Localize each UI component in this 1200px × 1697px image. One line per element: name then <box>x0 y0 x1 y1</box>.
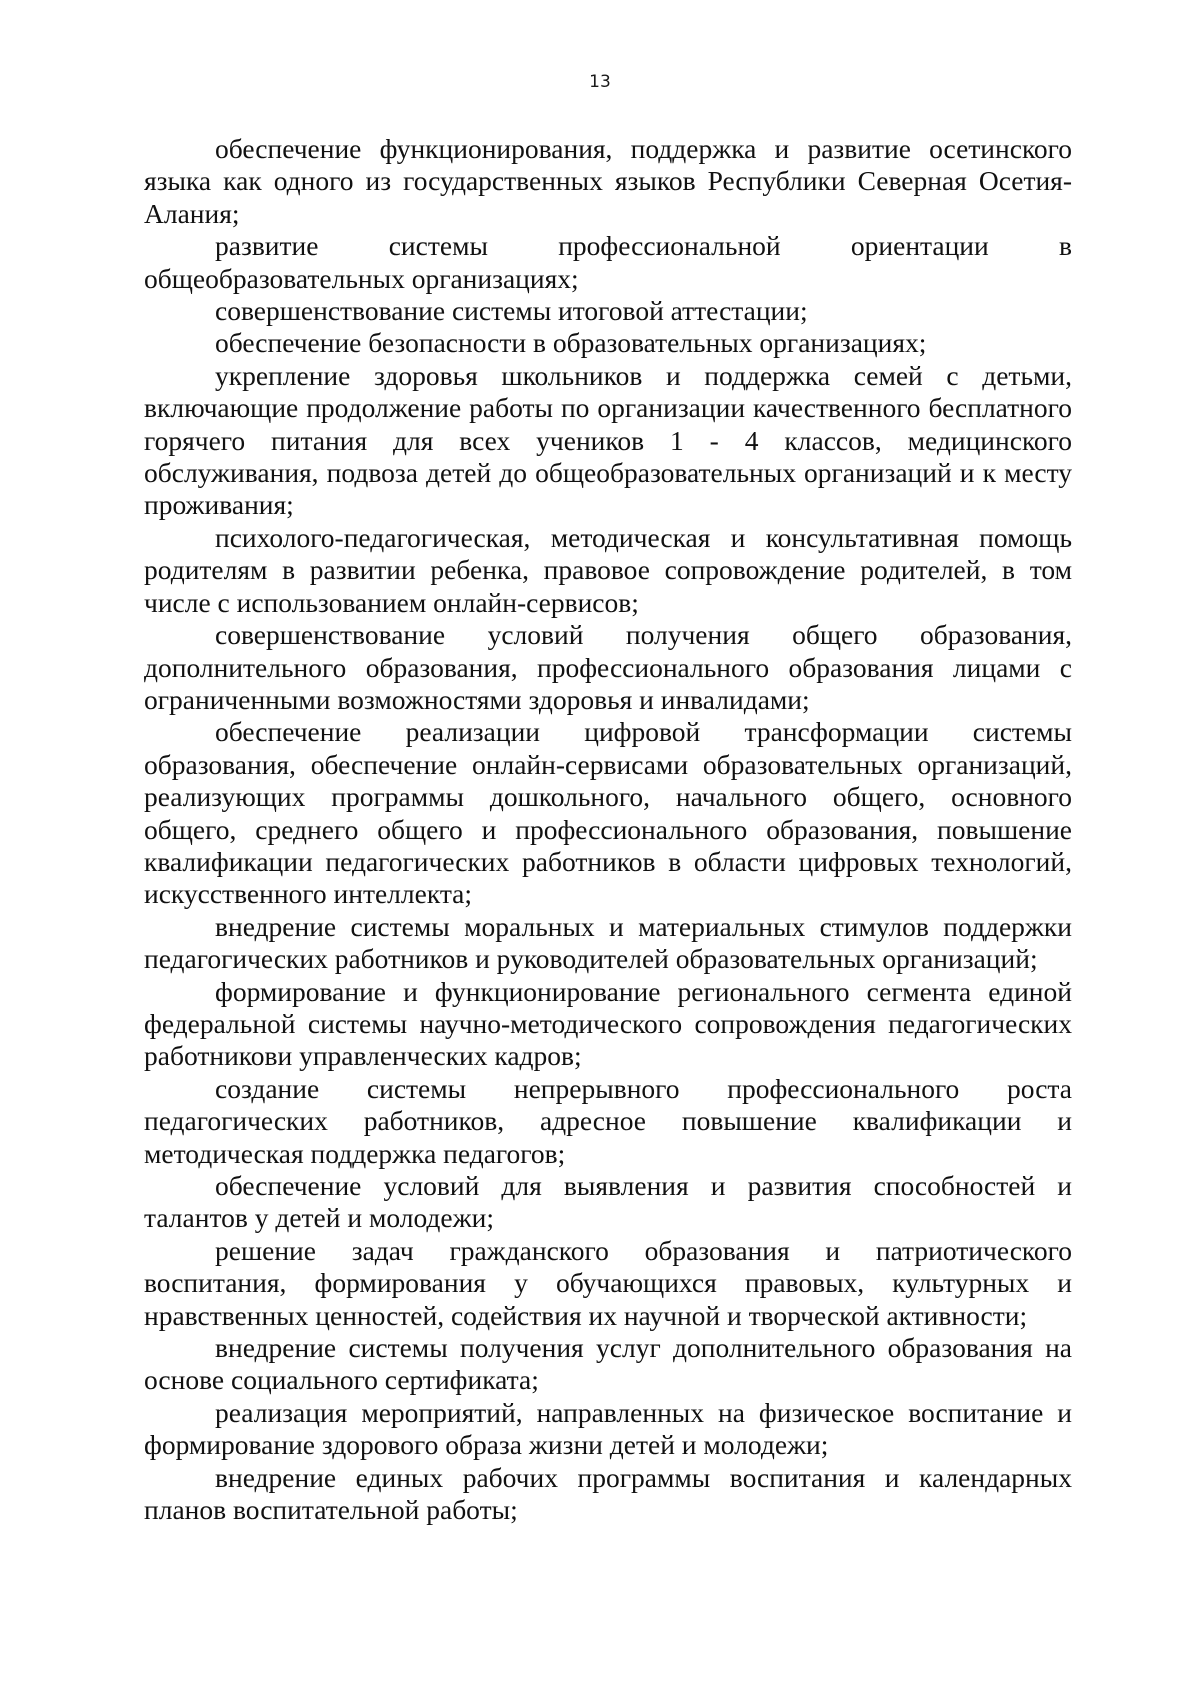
paragraph: внедрение системы получения услуг дополнительного образования на основе социального сертификата; <box>144 1332 1072 1396</box>
paragraph: обеспечение реализации цифровой трансформации системы образования, обеспечение онлайн-сервисами образовательных организаций, реализующих программы дошкольного, начального общего, основного общего, среднего общего и профессионального образования, повышение квалификации педагогических работников в области цифровых технологий, искусственного интеллекта; <box>144 716 1072 910</box>
paragraph: совершенствование условий получения общего образования, дополнительного образования, профессионального образования лицами с ограниченными возможностями здоровья и инвалидами; <box>144 619 1072 715</box>
page-number: 13 <box>589 72 611 92</box>
paragraph: внедрение системы моральных и материальных стимулов поддержки педагогических работников и руководителей образовательных организаций; <box>144 910 1072 975</box>
paragraph: внедрение единых рабочих программы воспитания и календарных планов воспитательной работы; <box>144 1461 1072 1526</box>
paragraph: обеспечение безопасности в образовательных организациях; <box>215 327 927 359</box>
paragraph: формирование и функционирование регионального сегмента единой федеральной системы научно-методического сопровождения педагогических работникови управленческих кадров; <box>144 975 1072 1072</box>
paragraph: создание системы непрерывного профессионального роста педагогических работников, адресное повышение квалификации и методическая поддержка педагогов; <box>144 1072 1072 1169</box>
paragraph: психолого-педагогическая, методическая и консультативная помощь родителям в развитии ребенка, правовое сопровождение родителей, в том числе с использованием онлайн-сервисов; <box>144 521 1072 618</box>
document-body <box>144 133 1072 1526</box>
paragraph: развитие системы профессиональной ориентации в общеобразовательных организациях; <box>144 230 1072 294</box>
paragraph: совершенствование системы итоговой аттестации; <box>215 295 808 327</box>
paragraph: реализация мероприятий, направленных на физическое воспитание и формирование здорового образа жизни детей и молодежи; <box>144 1396 1072 1461</box>
paragraph: укрепление здоровья школьников и поддержка семей с детьми, включающие продолжение работы по организации качественного бесплатного горячего питания для всех учеников 1 - 4 классов, медицинского обслуживания, подвоза детей до общеобразовательных организаций и к месту проживания; <box>144 359 1072 521</box>
paragraph: обеспечение функционирования, поддержка и развитие осетинского языка как одного из государственных языков Республики Северная Осетия-Алания; <box>144 133 1072 229</box>
paragraph: обеспечение условий для выявления и развития способностей и талантов у детей и молодежи; <box>144 1170 1072 1234</box>
paragraph: решение задач гражданского образования и патриотического воспитания, формирования у обучающихся правовых, культурных и нравственных ценностей, содействия их научной и творческой активности; <box>144 1234 1072 1331</box>
